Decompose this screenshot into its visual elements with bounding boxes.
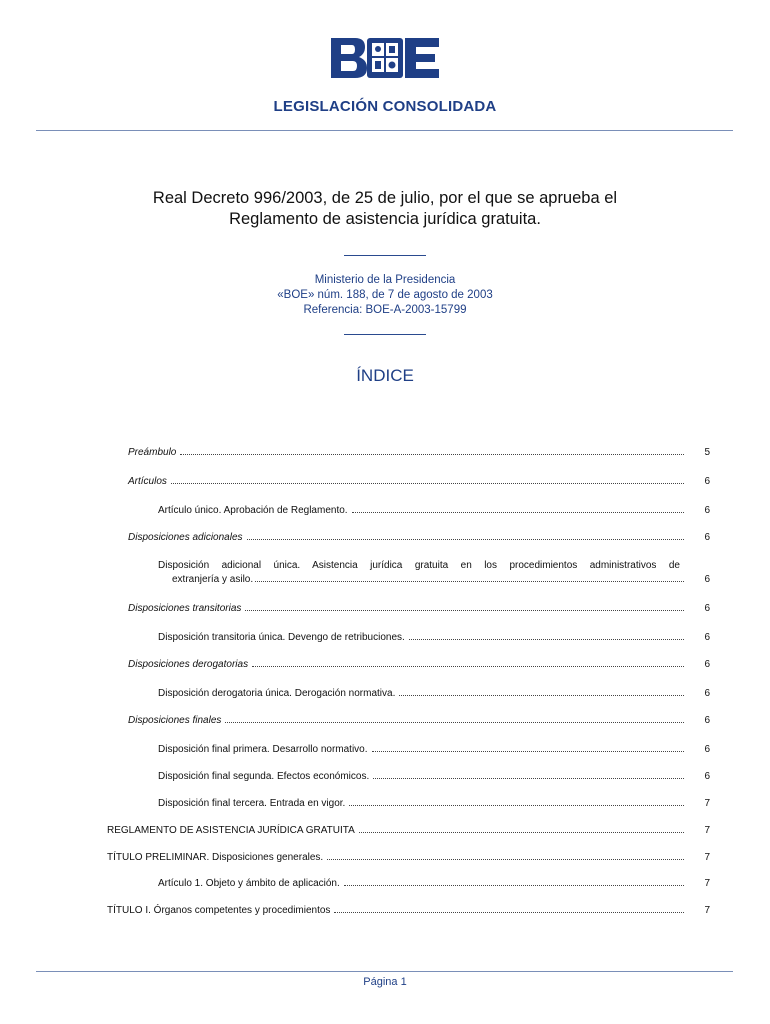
toc-entry[interactable]: [158, 771, 710, 782]
reference: Referencia: BOE-A-2003-15799: [303, 304, 467, 316]
toc-leader: [180, 454, 684, 455]
toc-entry[interactable]: [158, 632, 710, 643]
toc-entry[interactable]: [128, 476, 710, 487]
toc-entry-page: 7: [704, 905, 710, 916]
toc-entry-page: 7: [704, 852, 710, 863]
document-title-line2: Reglamento de asistencia jurídica gratuita.: [229, 210, 541, 228]
toc-entry[interactable]: [107, 852, 710, 863]
toc-entry-label-cont: extranjería y asilo.: [172, 574, 254, 585]
toc-entry[interactable]: [158, 798, 710, 809]
toc-entry-page: 7: [704, 878, 710, 889]
toc-entry[interactable]: [128, 715, 710, 726]
toc-entry-label: Disposiciones finales: [128, 715, 225, 726]
toc-entry-label: Preámbulo: [128, 447, 180, 458]
toc-entry-page: 5: [704, 447, 710, 458]
publication: «BOE» núm. 188, de 7 de agosto de 2003: [277, 289, 493, 301]
toc-entry-page: 6: [704, 476, 710, 487]
toc-entry-label: Disposición final primera. Desarrollo normativo.: [158, 744, 372, 755]
toc-entry[interactable]: [107, 825, 710, 836]
toc-leader: [245, 610, 684, 611]
toc-entry-page: 7: [704, 798, 710, 809]
toc-entry-page: 6: [704, 632, 710, 643]
toc-entry[interactable]: [128, 532, 710, 543]
header-divider: [36, 130, 733, 131]
toc-leader: [252, 666, 684, 667]
toc-entry-page: 6: [704, 659, 710, 670]
toc-leader: [399, 695, 684, 696]
toc-entry-label: TÍTULO PRELIMINAR. Disposiciones generales.: [107, 852, 327, 863]
toc-leader: [247, 539, 684, 540]
toc-entry-label: Artículo único. Aprobación de Reglamento.: [158, 505, 352, 516]
toc-entry[interactable]: [158, 688, 710, 699]
toc-leader: [372, 751, 684, 752]
toc-leader: [352, 512, 684, 513]
toc-leader: [344, 885, 684, 886]
toc-leader: [255, 581, 684, 582]
toc-entry[interactable]: [158, 878, 710, 889]
toc-entry-page: 6: [704, 532, 710, 543]
toc-entry[interactable]: [158, 505, 710, 516]
toc-entry-label: Disposiciones adicionales: [128, 532, 247, 543]
document-title: [100, 188, 670, 230]
toc-leader: [373, 778, 684, 779]
toc-entry[interactable]: [107, 905, 710, 916]
document-title-line1: Real Decreto 996/2003, de 25 de julio, por el que se aprueba el: [152, 189, 618, 207]
toc-entry-page: 6: [704, 574, 710, 585]
toc-entry-label: Disposiciones derogatorias: [128, 659, 252, 670]
toc-entry-label: REGLAMENTO DE ASISTENCIA JURÍDICA GRATUITA: [107, 825, 359, 836]
toc-entry-label: Artículos: [128, 476, 171, 487]
ministry: Ministerio de la Presidencia: [314, 274, 456, 286]
toc-entry[interactable]: [128, 659, 710, 670]
toc-entry-page: 6: [704, 771, 710, 782]
toc-entry-page: 7: [704, 825, 710, 836]
toc-leader: [359, 832, 684, 833]
toc-entry-page: 6: [704, 744, 710, 755]
toc-entry-label: Disposición transitoria única. Devengo de retribuciones.: [158, 632, 409, 643]
toc-leader: [334, 912, 684, 913]
toc-entry-page: 6: [704, 715, 710, 726]
toc-entry-label: Disposiciones transitorias: [128, 603, 245, 614]
toc-entry-label: Disposición final tercera. Entrada en vigor.: [158, 798, 349, 809]
toc-entry-label: Disposición adicional única. Asistencia jurídica gratuita en los procedimientos administrativos de: [158, 560, 680, 571]
page-number: Página 1: [363, 976, 407, 988]
toc-leader: [349, 805, 684, 806]
footer-divider: [36, 971, 733, 972]
toc-entry-label: TÍTULO I. Órganos competentes y procedimientos: [107, 905, 334, 916]
section-title: LEGISLACIÓN CONSOLIDADA: [273, 98, 497, 115]
toc-entry-label: Disposición derogatoria única. Derogación normativa.: [158, 688, 399, 699]
document-metadata: [0, 273, 770, 318]
title-divider-bottom: [344, 334, 426, 335]
toc-entry[interactable]: [128, 447, 710, 458]
toc-entry[interactable]: [128, 603, 710, 614]
toc-entry-page: 6: [704, 505, 710, 516]
toc-leader: [409, 639, 684, 640]
boe-logo: [329, 36, 441, 80]
toc-leader: [171, 483, 684, 484]
toc-entry[interactable]: [158, 744, 710, 755]
toc-entry-label: Disposición final segunda. Efectos económicos.: [158, 771, 373, 782]
toc-entry-page: 6: [704, 603, 710, 614]
index-heading: ÍNDICE: [356, 366, 414, 385]
toc-leader: [225, 722, 684, 723]
toc-entry-label: Artículo 1. Objeto y ámbito de aplicación.: [158, 878, 344, 889]
toc-leader: [327, 859, 684, 860]
toc-entry-page: 6: [704, 688, 710, 699]
toc-entry[interactable]: [158, 560, 710, 585]
title-divider-top: [344, 255, 426, 256]
